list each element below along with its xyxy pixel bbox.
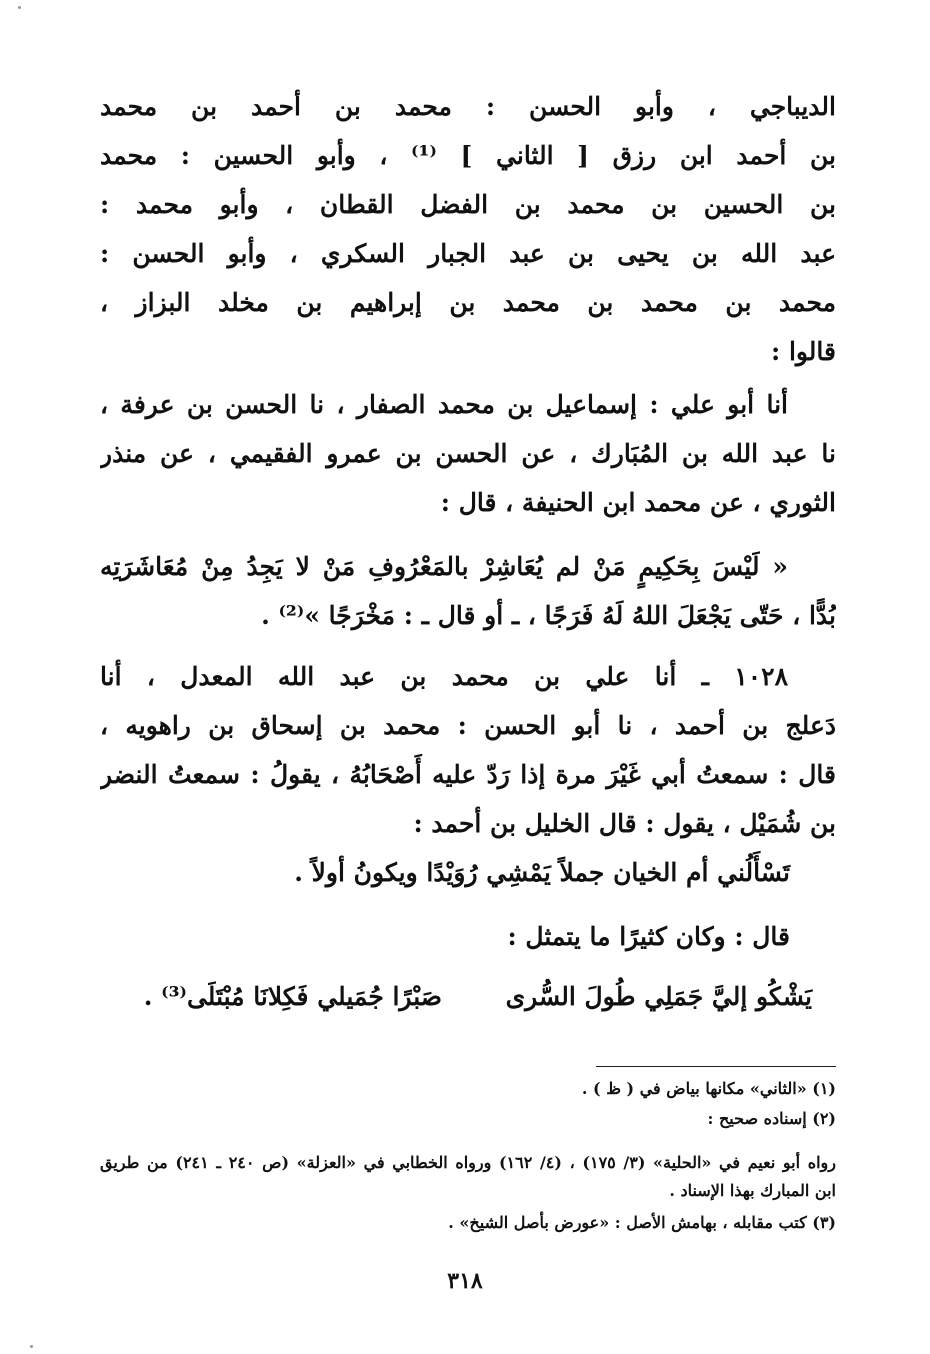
verse-hemistich-right: يَشْكُو إليَّ جَمَلِي طُولَ السُّرى	[505, 982, 812, 1011]
page-number: ٣١٨	[447, 1268, 483, 1294]
footnote-2-text-cont: ابن المبارك بهذا الإسناد .	[669, 1181, 836, 1200]
text-line: نا عبد الله بن المُبَارك ، عن الحسن بن عمرو الفقيمي ، عن منذر	[100, 439, 836, 468]
text-line: ١٠٢٨ ـ أنا علي بن محمد بن عبد الله المعدل ، أنا	[100, 662, 788, 691]
verse-line-1: تَسْأَلُني أم الخيان جملاً يَمْشِي رُوَيْدًا ويكونُ أولاً .	[294, 858, 790, 887]
text-line: عبد الله بن يحيى بن عبد الجبار السكري ، وأبو الحسن :	[100, 239, 836, 268]
footnote-2-text: رواه أبو نعيم في «الحلية» (٣/ ١٧٥) ، (٤/ ١٦٢) ورواه الخطابي في «العزلة» (ص ٢٤٠ ـ ٢٤١) من طريق	[100, 1153, 836, 1172]
text-line: محمد بن محمد بن محمد بن إبراهيم بن مخلد البزاز ،	[100, 288, 836, 317]
text-line: الثوري ، عن محمد ابن الحنيفة ، قال :	[440, 488, 836, 517]
text-line: بن أحمد ابن رزق [ الثاني ] ⁽¹⁾ ، وأبو الحسين : محمد	[100, 141, 836, 170]
text-line: « لَيْسَ بِحَكِيمٍ مَنْ لم يُعَاشِرْ بالمَعْرُوفِ مَنْ لا يَجِدُ مِنْ مُعَاشَرَتِه	[100, 552, 788, 581]
paragraph-said: قال : وكان كثيرًا ما يتمثل :	[507, 922, 790, 951]
text-line: الديباجي ، وأبو الحسن : محمد بن أحمد بن محمد	[100, 92, 836, 121]
text-line: بن شُمَيْل ، يقول : قال الخليل بن أحمد :	[413, 809, 836, 838]
verse-hemistich-left: صَبْرًا جُمَيلي فَكِلانَا مُبْتَلَى⁽³⁾ .	[143, 982, 442, 1011]
paragraph-chain-of-narrators	[100, 82, 836, 376]
paragraph-report-1028	[100, 652, 836, 848]
footnote-2: (٢) إسناده صحيح :	[707, 1109, 836, 1128]
scan-speck	[18, 6, 21, 9]
text-line: قالوا :	[771, 337, 836, 366]
paragraph-isnad	[100, 380, 836, 527]
footnote-3: (٣) كتب مقابله ، بهامش الأصل : «عورض بأصل الشيخ» .	[448, 1213, 836, 1232]
text-line: أنا أبو علي : إسماعيل بن محمد الصفار ، نا الحسن بن عرفة ،	[100, 390, 788, 419]
paragraph-quote	[100, 542, 836, 640]
footnote-separator	[596, 1066, 836, 1067]
text-line: بُدًّا ، حَتّى يَجْعَلَ اللهُ لَهُ فَرَجًا ، ـ أو قال ـ : مَخْرَجًا »⁽²⁾ .	[261, 601, 836, 630]
text-line: قال : سمعتُ أبي غَيْرَ مرة إذا رَدّ عليه أَصْحَابُهُ ، يقولُ : سمعتُ النضر	[100, 760, 836, 789]
text-line: دَعلج بن أحمد ، نا أبو الحسن : محمد بن إسحاق بن راهويه ،	[100, 711, 836, 740]
footnote-1: (١) «الثاني» مكانها بياض في ( ظ ) .	[581, 1079, 836, 1098]
scan-speck	[30, 1345, 33, 1348]
text-line: بن الحسين بن محمد بن الفضل القطان ، وأبو محمد :	[100, 190, 836, 219]
